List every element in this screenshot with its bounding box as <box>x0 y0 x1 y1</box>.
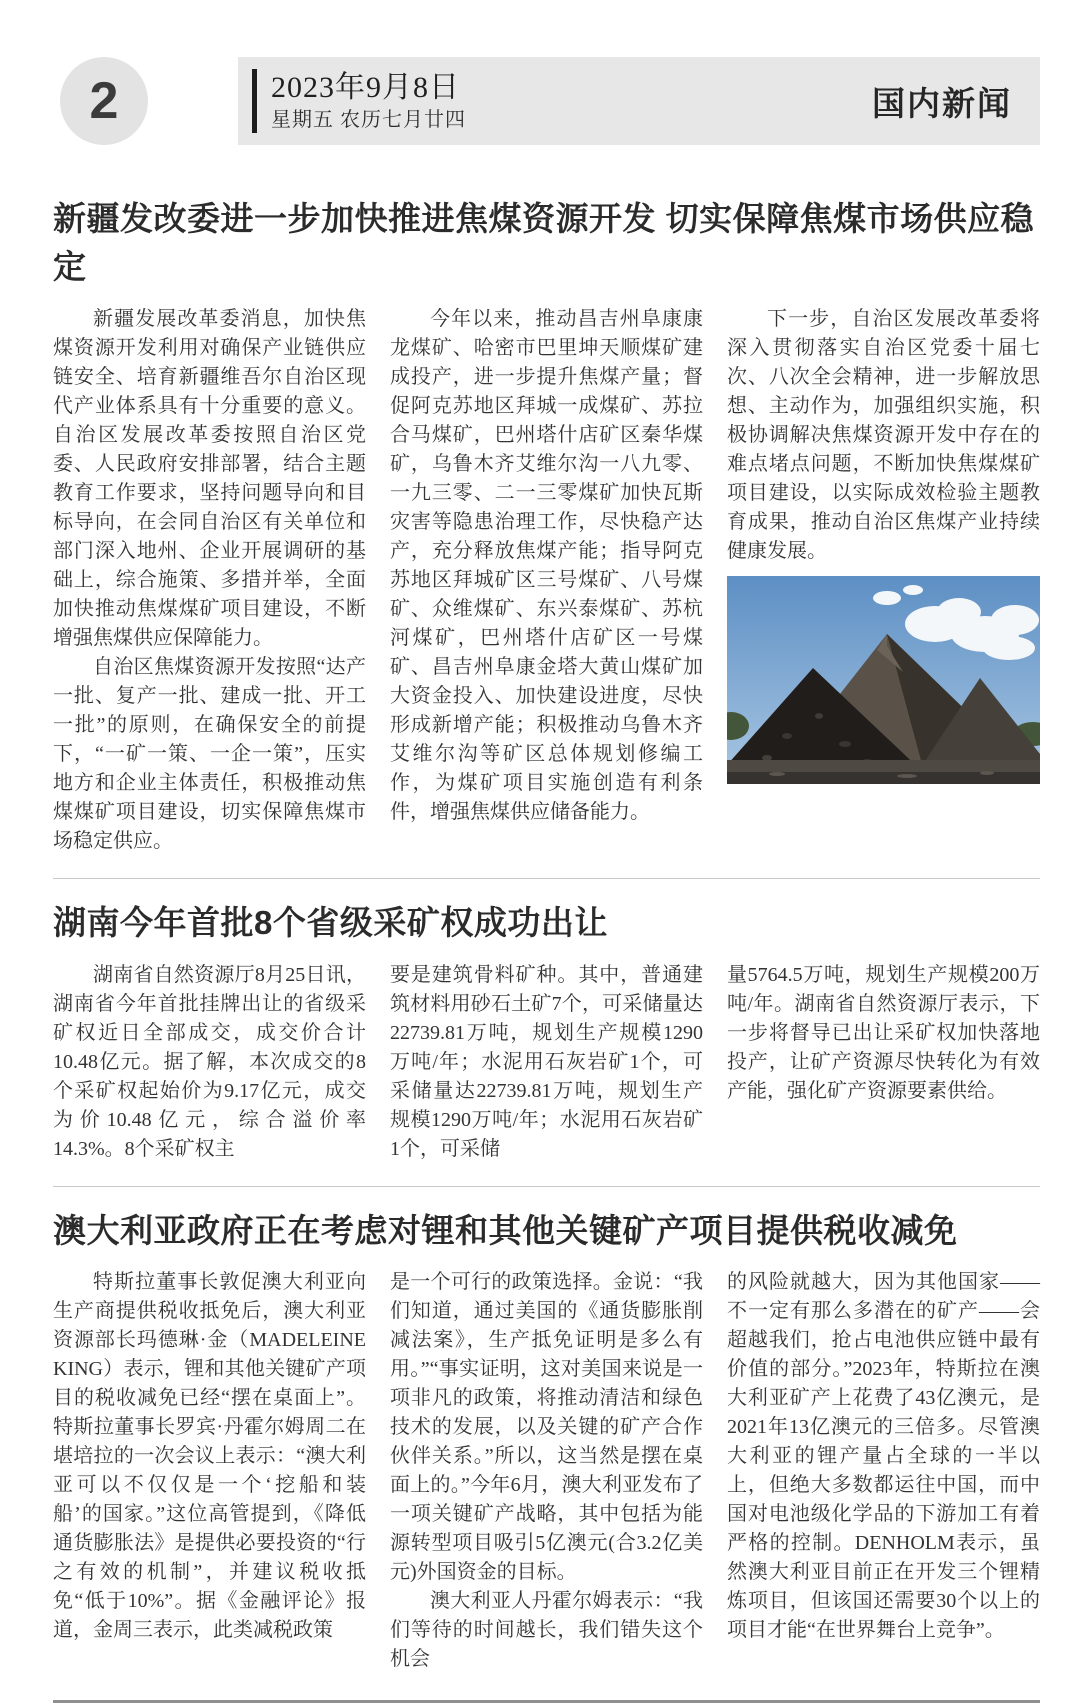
article-australia-tax-breaks <box>53 1207 1040 1675</box>
article-column <box>53 1268 366 1674</box>
article-column <box>390 305 703 856</box>
page-header <box>53 57 1040 145</box>
coal-photo-illustration <box>727 576 1040 784</box>
header-date-detail: 星期五 农历七月廿四 <box>271 108 466 131</box>
article-column <box>53 305 366 856</box>
paragraph: 量5764.5万吨，规划生产规模200万吨/年。湖南省自然资源厅表示，下一步将督导已出让采矿权加快落地投产，让矿产资源尽快转化为有效产能，强化矿产资源要素供给。 <box>727 963 1040 1102</box>
header-date: 2023年9月8日 <box>271 71 460 105</box>
paragraph: 是一个可行的政策选择。金说：“我们知道，通过美国的《通货膨胀削减法案》，生产抵免证明是多么有用。”“事实证明，这对美国来说是一项非凡的政策，将推动清洁和绿色技术的发展，以及关键的矿产合作伙伴关系。”所以，这当然是摆在桌面上的。”今年6月，澳大利亚发布了一项关键矿产战略，其中包括为能源转型项目吸引5亿澳元(合3.2亿美元)外国资金的目标。 <box>390 1271 703 1584</box>
article-separator <box>53 878 1040 879</box>
article-title: 新疆发改委进一步加快推进焦煤资源开发 切实保障焦煤市场供应稳定 <box>53 200 1035 285</box>
paragraph: 新疆发展改革委消息，加快焦煤资源开发利用对确保产业链供应链安全、培育新疆维吾尔自治区现代产业体系具有十分重要的意义。自治区发展改革委按照自治区党委、人民政府安排部署，结合主题教育工作要求，坚持问题导向和目标导向，在会同自治区有关单位和部门深入地州、企业开展调研的基础上，综合施策、多措并举，全面加快推动焦煤煤矿项目建设，不断增强焦煤供应保障能力。 <box>53 307 366 649</box>
paragraph: 下一步，自治区发展改革委将深入贯彻落实自治区党委十届七次、八次全会精神，进一步解放思想、主动作为，加强组织实施，积极协调解决焦煤资源开发中存在的难点堵点问题，不断加快焦煤煤矿项目建设，以实际成效检验主题教育成果，推动自治区焦煤产业持续健康发展。 <box>727 307 1040 562</box>
page-number: 2 <box>89 72 119 130</box>
paragraph: 特斯拉董事长敦促澳大利亚向生产商提供税收抵免后，澳大利亚资源部长玛德琳·金（MADELEINE KING）表示，锂和其他关键矿产项目的税收减免已经“摆在桌面上”。特斯拉董事长罗宾·丹霍尔姆周二在堪培拉的一次会议上表示：“澳大利亚可以不仅仅是一个‘挖船和装船’的国家。”这位高管提到，《降低通货膨胀法》是提供必要投资的“行之有效的机制”，并建议税收抵免“低于10%”。据《金融评论》报道，金周三表示，此类减税政策 <box>53 1271 366 1642</box>
date-divider <box>252 69 257 133</box>
article-column <box>390 961 703 1164</box>
article-hunan-mining-rights <box>53 899 1040 1164</box>
article-column <box>727 961 1040 1164</box>
article-title: 澳大利亚政府正在考虑对锂和其他关键矿产项目提供税收减免 <box>53 1211 958 1249</box>
article-xinjiang-coal <box>53 195 1040 856</box>
paragraph: 湖南省自然资源厅8月25日讯，湖南省今年首批挂牌出让的省级采矿权近日全部成交，成交价合计10.48亿元。据了解，本次成交的8个采矿权起始价为9.17亿元，成交为价10.48亿元，综合溢价率14.3%。8个采矿权主 <box>53 963 366 1160</box>
section-title: 国内新闻 <box>872 84 1012 122</box>
date-block <box>252 69 466 133</box>
article-title: 湖南今年首批8个省级采矿权成功出让 <box>53 903 608 941</box>
article-separator <box>53 1186 1040 1187</box>
paragraph: 澳大利亚人丹霍尔姆表示：“我们等待的时间越长，我们错失这个机会 <box>390 1590 703 1671</box>
article-column <box>727 1268 1040 1674</box>
paragraph: 今年以来，推动昌吉州阜康康龙煤矿、哈密市巴里坤天顺煤矿建成投产，进一步提升焦煤产量；督促阿克苏地区拜城一成煤矿、苏拉合马煤矿，巴州塔什店矿区秦华煤矿，乌鲁木齐艾维尔沟一八九零、一九三零、二一三零煤矿加快瓦斯灾害等隐患治理工作，尽快稳产达产，充分释放焦煤产能；指导阿克苏地区拜城矿区三号煤矿、八号煤矿、众维煤矿、东兴泰煤矿、苏杭河煤矿，巴州塔什店矿区一号煤矿、昌吉州阜康金塔大黄山煤矿加大资金投入、加快建设进度，尽快形成新增产能；积极推动乌鲁木齐艾维尔沟等矿区总体规划修编工作，为煤矿项目实施创造有利条件，增强焦煤供应储备能力。 <box>390 307 703 823</box>
article-column <box>727 305 1040 856</box>
paragraph: 自治区焦煤资源开发按照“达产一批、复产一批、建成一批、开工一批”的原则，在确保安全的前提下，“一矿一策、一企一策”，压实地方和企业主体责任，积极推动焦煤煤矿项目建设，切实保障焦煤市场稳定供应。 <box>53 655 366 852</box>
paragraph: 的风险就越大，因为其他国家——不一定有那么多潜在的矿产——会超越我们，抢占电池供应链中最有价值的部分。”2023年，特斯拉在澳大利亚矿产上花费了43亿澳元，是2021年13亿澳元的三倍多。尽管澳大利亚的锂产量占全球的一半以上，但绝大多数都运往中国，而中国对电池级化学品的下游加工有着严格的控制。DENHOLM表示，虽然澳大利亚目前正在开发三个锂精炼项目，但该国还需要30个以上的项目才能“在世界舞台上竞争”。 <box>727 1271 1040 1642</box>
article-column <box>390 1268 703 1674</box>
page-number-badge <box>60 57 148 145</box>
ground <box>727 760 1040 784</box>
header-bar <box>238 57 1040 145</box>
coal-stockpile-photo <box>727 576 1040 784</box>
article-column <box>53 961 366 1164</box>
paragraph: 要是建筑骨料矿种。其中，普通建筑材料用砂石土矿7个，可采储量达22739.81万吨，规划生产规模1290万吨/年；水泥用石灰岩矿1个，可采储量达22739.81万吨，规划生产规模1290万吨/年；水泥用石灰岩矿1个，可采储 <box>390 963 703 1160</box>
